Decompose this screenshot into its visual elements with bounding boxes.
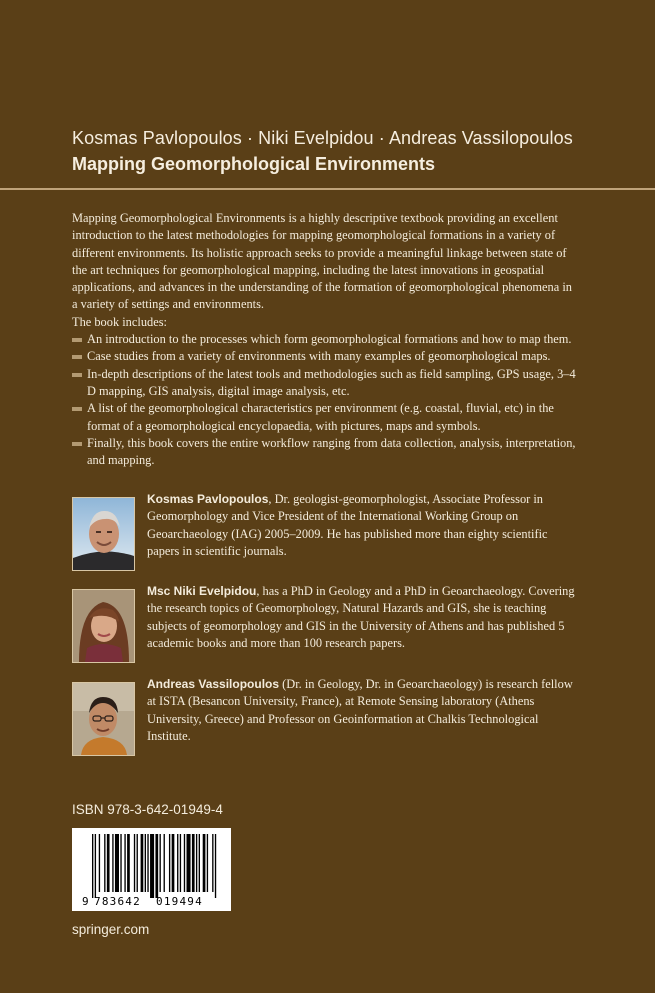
barcode-bar: [145, 834, 146, 892]
dash-bullet-icon: [72, 407, 82, 411]
barcode-bar: [95, 834, 96, 898]
barcode-bar: [164, 834, 165, 892]
barcode-bar: [150, 834, 154, 898]
barcode-bar: [180, 834, 181, 892]
barcode-right-digits: 019494: [156, 895, 203, 908]
author-description: , has a PhD in Geology and a PhD in Geoarchaeology. Covering the research topics of Geomorphology, Natural Hazards and GIS, she is teaching subjects of geomorphology and GIS in the University of Athens and has published 5 academic books and more than 100 research papers.: [147, 584, 575, 650]
dash-bullet-icon: [72, 442, 82, 446]
includes-label: The book includes:: [72, 314, 167, 329]
barcode-bar: [184, 834, 185, 892]
barcode-bar: [169, 834, 170, 892]
barcode-bar: [120, 834, 121, 892]
barcode-bar: [207, 834, 208, 892]
barcode-bar: [115, 834, 119, 892]
list-item-text: Finally, this book covers the entire workflow ranging from data collection, analysis, interpretation, and mapping.: [87, 435, 576, 468]
barcode-bar: [172, 834, 175, 892]
barcode-bar: [177, 834, 178, 892]
bio-text: [147, 676, 577, 745]
bio-text: [147, 583, 577, 652]
barcode-bar: [124, 834, 125, 892]
author-photo-evelpidou: [72, 589, 135, 663]
barcode-bar: [160, 834, 161, 892]
list-item: [72, 331, 577, 348]
description-intro: Mapping Geomorphological Environments is a highly descriptive textbook providing an excellent introduction to the latest methodologies for mapping geomorphological formations in a variety of different environments. Its holistic approach seeks to provide a meaningful linkage between state of the art techniques for geomorphological mapping, including the latest innovations in geospatial applications, and advances in the understanding of the formation of geomorphological phenomena in a variety of settings and environments.: [72, 211, 572, 312]
author-description: , Dr. geologist-geomorphologist, Associate Professor in Geomorphology and Vice President of the International Working Group on Geoarchaeology (IAG) 2005–2009. He has published more than eighty scientific papers in scientific journals.: [147, 492, 548, 558]
header-divider: [0, 188, 655, 190]
author-description: (Dr. in Geology, Dr. in Geoarchaeology) is research fellow at ISTA (Besancon University, France), at Remote Sensing laboratory (Athens University, Greece) and Professor on Geoinformation at Chalkis Technological Institute.: [147, 677, 573, 743]
barcode-bar: [141, 834, 144, 892]
book-description: [72, 210, 577, 469]
author-name: Msc Niki Evelpidou: [147, 584, 257, 598]
list-item-text: In-depth descriptions of the latest tools and methodologies such as field sampling, GPS usage, 3–4 D mapping, GIS analysis, digital image analysis, etc.: [87, 366, 576, 398]
barcode-bar: [147, 834, 148, 892]
list-item-text: Case studies from a variety of environments with many examples of geomorphological maps.: [87, 349, 551, 364]
barcode-bar: [196, 834, 197, 892]
barcode-bar: [212, 834, 213, 892]
barcode-bar: [127, 834, 130, 892]
barcode-left-digits: 783642: [94, 895, 141, 908]
publisher-url: springer.com: [72, 922, 150, 937]
barcode-bar: [112, 834, 113, 892]
isbn-barcode: [72, 828, 231, 911]
barcode-bar: [199, 834, 200, 892]
dash-bullet-icon: [72, 373, 82, 377]
list-item: [72, 366, 577, 401]
authors-line: Kosmas Pavlopoulos · Niki Evelpidou · Andreas Vassilopoulos: [72, 128, 573, 148]
author-name: Andreas Vassilopoulos: [147, 677, 280, 691]
isbn-number: ISBN 978-3-642-01949-4: [72, 802, 223, 817]
barcode-bar: [134, 834, 135, 892]
barcode-bar: [99, 834, 100, 892]
dash-bullet-icon: [72, 338, 82, 342]
author-photo-pavlopoulos: [72, 497, 135, 571]
book-title: Mapping Geomorphological Environments: [72, 154, 436, 174]
barcode-bar: [104, 834, 105, 892]
dash-bullet-icon: [72, 355, 82, 359]
author-photo-vassilopoulos: [72, 682, 135, 756]
barcode-bar: [192, 834, 195, 892]
barcode-bar: [137, 834, 138, 892]
list-item: [72, 435, 577, 470]
barcode-bar: [155, 834, 158, 898]
barcode-bar: [92, 834, 93, 898]
barcode-bar: [107, 834, 110, 892]
bio-text: [147, 491, 577, 560]
barcode-first-digit: 9: [82, 895, 89, 908]
barcode-bar: [203, 834, 206, 892]
barcode-bar: [215, 834, 216, 898]
list-item: [72, 400, 577, 435]
list-item-text: A list of the geomorphological characteristics per environment (e.g. coastal, fluvial, etc) in the format of a geomorphological encyclopaedia, with pictures, maps and symbols.: [87, 401, 554, 433]
barcode-bar: [187, 834, 191, 892]
includes-list: [72, 331, 577, 469]
list-item-text: An introduction to the processes which form geomorphological formations and how to map them.: [87, 332, 572, 347]
list-item: [72, 348, 577, 365]
author-name: Kosmas Pavlopoulos: [147, 492, 269, 506]
